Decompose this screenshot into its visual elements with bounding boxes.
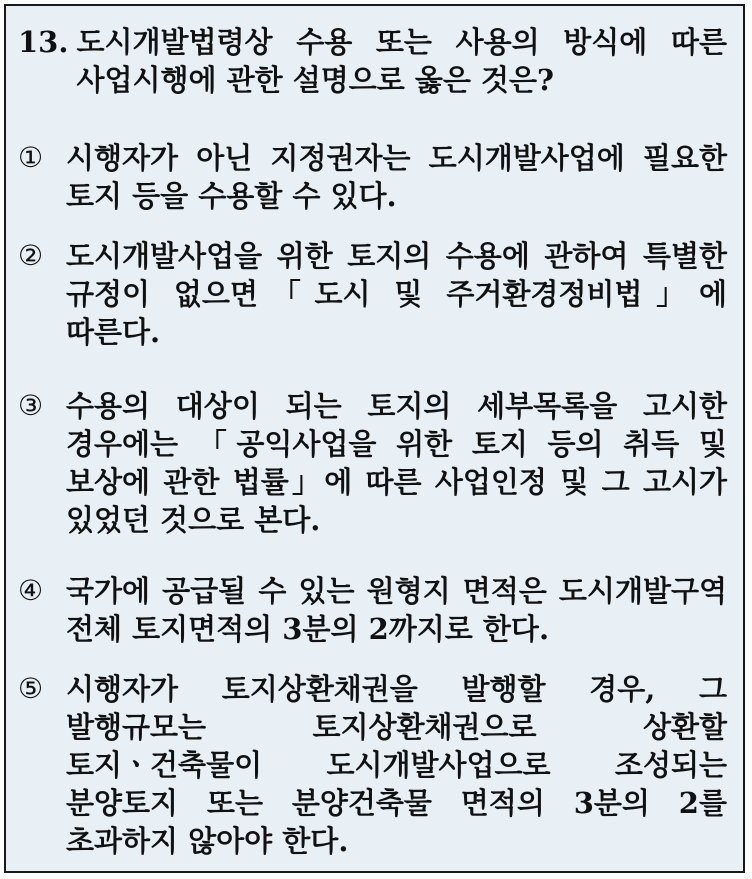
question-card: [4, 4, 745, 873]
question-text: 도시개발법령상 수용 또는 사용의 방식에 따른 사업시행에 관한 설명으로 옳은 것은?: [76, 25, 727, 97]
option-4[interactable]: [18, 572, 727, 648]
option-1-text: 시행자가 아닌 지정권자는 도시개발사업에 필요한 토지 등을 수용할 수 있다.: [66, 141, 727, 213]
option-2-marker: ②: [18, 239, 44, 272]
option-1-marker: ①: [18, 141, 44, 174]
option-3-marker: ③: [18, 389, 44, 422]
option-5[interactable]: [18, 670, 727, 860]
option-3[interactable]: [18, 387, 727, 539]
question-header: [18, 23, 727, 99]
question-number: 13.: [18, 25, 69, 59]
option-2[interactable]: [18, 237, 727, 351]
option-4-marker: ④: [18, 574, 44, 607]
option-5-marker: ⑤: [18, 672, 44, 705]
option-1[interactable]: [18, 139, 727, 215]
option-4-text: 국가에 공급될 수 있는 원형지 면적은 도시개발구역 전체 토지면적의 3분의 2까지로 한다.: [66, 574, 727, 646]
option-2-text: 도시개발사업을 위한 토지의 수용에 관하여 특별한 규정이 없으면「도시 및 주거환경정비법」에 따른다.: [66, 239, 727, 349]
option-5-text: 시행자가 토지상환채권을 발행할 경우, 그 발행규모는 토지상환채권으로 상환할 토지ㆍ건축물이 도시개발사업으로 조성되는 분양토지 또는 분양건축물 면적의 3분의 2를 초과하지 않아야 한다.: [66, 672, 727, 858]
option-3-text: 수용의 대상이 되는 토지의 세부목록을 고시한 경우에는 「공익사업을 위한 토지 등의 취득 및 보상에 관한 법률」에 따른 사업인정 및 그 고시가 있었던 것으로 본다.: [66, 389, 727, 537]
